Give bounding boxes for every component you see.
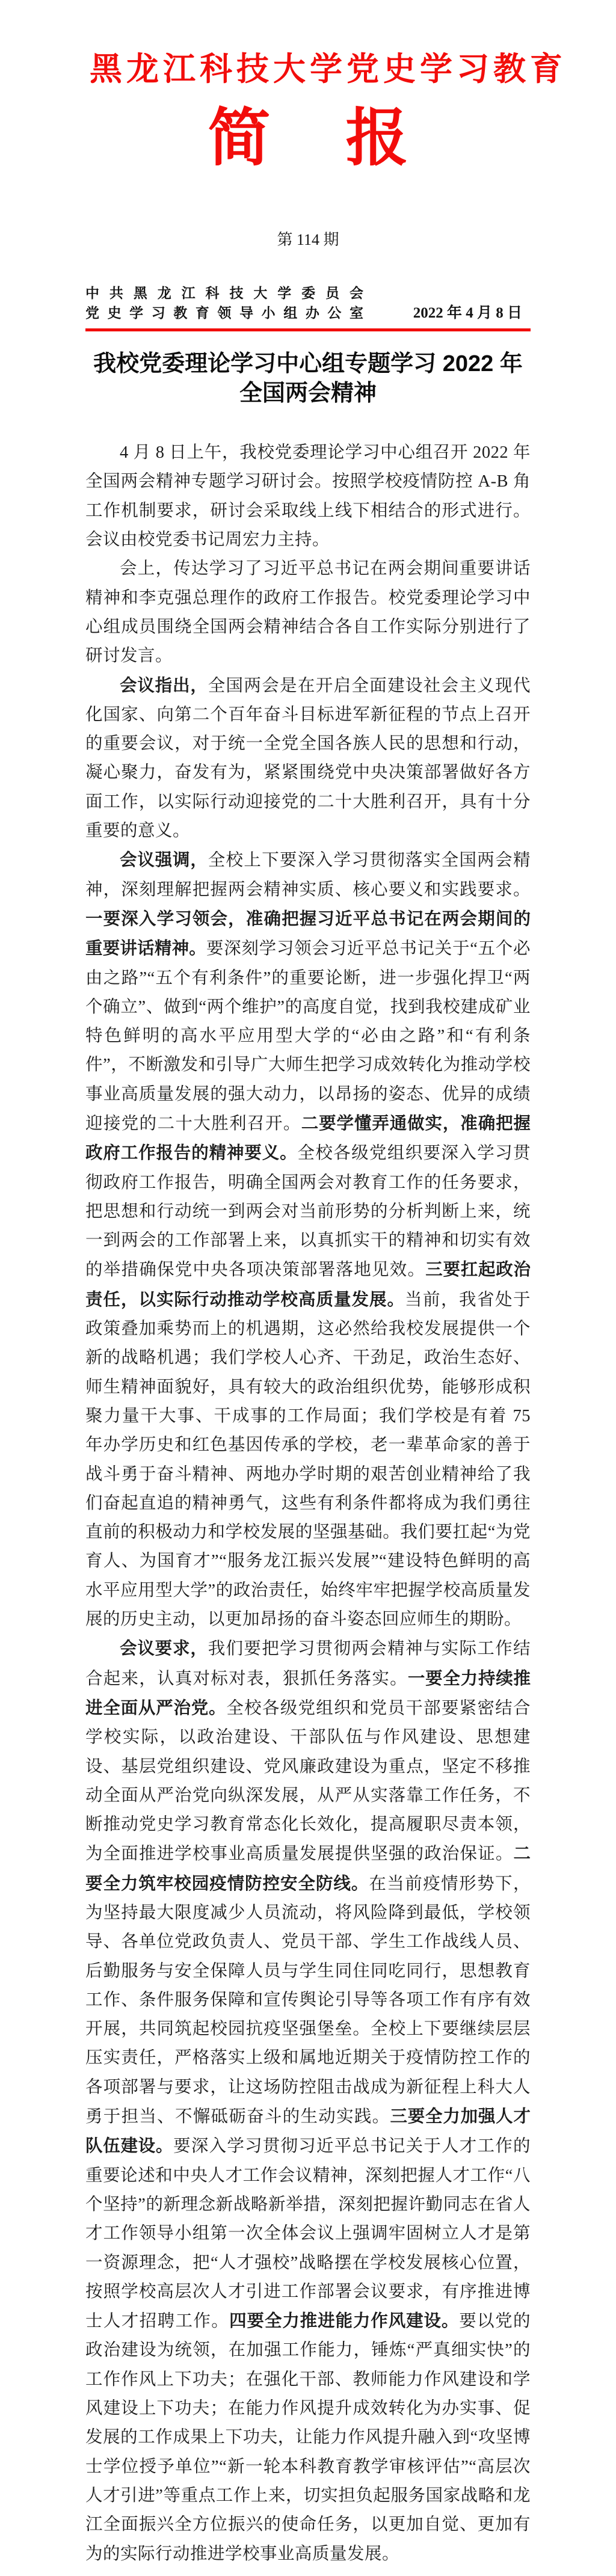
paragraph-text-run: 当前，我省处于政策叠加乘势而上的机遇期，这必然给我校发展提供一个新的战略机遇；我们学校人心齐、干劲足，政治生态好、师生精神面貌好，具有较大的政治组织优势，能够形成积聚力量干大事、干成事的工作局面；我们学校是有着 75 年办学历史和红色基因传承的学校，老一辈革命家的善于战斗勇于奋斗精神、两地办学时期的艰苦创业精神给了我们奋起直追的精神勇气，这些有利条件都将成为我们勇往直前的积极动力和学校发展的坚强基础。我们要扛起“为党育人、为国育才”“服务龙江振兴发展”“建设特色鲜明的高水平应用型大学”的政治责任，始终牢牢把握学校高质量发展的历史主动，以更加昂扬的奋斗姿态回应师生的期盼。 [85,1290,531,1629]
issuer-row [85,283,531,323]
paragraph-text-run: 全国两会是在开启全面建设社会主义现代化国家、向第二个百年奋斗目标进军新征程的节点上召开的重要会议，对于统一全党全国各族人民的思想和行动，凝心聚力，奋发有为，紧紧围绕党中央决策部署做好各方面工作，以实际行动迎接党的二十大胜利召开，具有十分重要的意义。 [85,676,531,841]
article-paragraph [85,671,531,846]
paragraph-bold-run: 四要全力推进能力作风建设。 [229,2311,460,2331]
paragraph-text-run: 在当前疫情形势下，为坚持最大限度减少人员流动，将风险降到最低，学校领导、各单位党政负责人、党员干部、学生工作战线人员、后勤服务与安全保障人员与学生同住同吃同行，思想教育工作、条件服务保障和宣传舆论引导等各项工作有序有效开展，共同筑起校园抗疫坚强堡垒。全校上下要继续层层压实责任，严格落实上级和属地近期关于疫情防控工作的各项部署与要求，让这场防控阻击战成为新征程上科大人勇于担当、不懈砥砺奋斗的生动实践。 [85,1874,531,2127]
article-paragraph [85,438,531,555]
paragraph-bold-run: 三要扛起政治责任，以实际行动推动学校高质量发展。 [85,1260,531,1309]
article-title-line-1: 我校党委理论学习中心组专题学习 2022 年 [93,351,523,377]
paragraph-bold-run: 二要学懂弄通做实，准确把握政府工作报告的精神要义。 [85,1113,531,1163]
paragraph-text-run: 我们要把学习贯彻两会精神与实际工作结合起来，认真对标对表，狠抓任务落实。 [85,1640,531,1688]
issuer-line-2: 党史学习教育领导小组办公室 [85,305,363,321]
paragraph-text-run: 全校各级党组织要深入学习贯彻政府工作报告，明确全国两会对教育工作的任务要求，把思想和行动统一到两会对当前形势的分析判断上来，统一到两会的工作部署上来，以真抓实干的精神和切实有效的举措确保党中央各项决策部署落地见效。 [85,1144,531,1280]
paragraph-bold-run: 二要全力筑牢校园疫情防控安全防线。 [85,1844,531,1893]
issuer-line-1: 中共黑龙江科技大学委员会 [85,285,363,301]
issue-number: 第 114 期 [277,230,339,248]
paragraph-text-run: 要以党的政治建设为统领，在加强工作能力，锤炼“严真细实快”的工作作风上下功夫；在强化干部、教师能力作风建设和学风建设上下功夫；在能力作风提升成效转化为办实事、促发展的工作成果上下功夫，让能力作风提升融入到“攻坚博士学位授予单位”“新一轮本科教育教学审核评估”“高层次人才引进”等重点工作上来，切实担负起服务国家战略和龙江全面振兴全方位振兴的使命任务，以更加自觉、更加有为的实际行动推进学校事业高质量发展。 [85,2312,531,2563]
issuer-block [85,283,363,323]
article-title [85,349,531,408]
paragraph-bold-run: 三要全力加强人才队伍建设。 [85,2107,531,2156]
issue-date: 2022 年 4 月 8 日 [413,305,522,322]
masthead-org-title: 黑龙江科技大学党史学习教育 [90,51,567,87]
paragraph-text-run: 全校各级党组织和党员干部要紧密结合学校实际，以政治建设、干部队伍与作风建设、思想建设、基层党组织建设、党风廉政建设为重点，坚定不移推动全面从严治党向纵深发展，从严从实落靠工作任务，不断推动党史学习教育常态化长效化，提高履职尽责本领，为全面推进学校事业高质量发展提供坚强的政治保证。 [85,1698,531,1864]
paragraph-text-run: 要深刻学习领会习近平总书记关于“五个必由之路”“五个有利条件”的重要论断，进一步强化捍卫“两个确立”、做到“两个维护”的高度自觉，找到我校建成矿业特色鲜明的高水平应用型大学的“必由之路”和“有利条件”，不断激发和引导广大师生把学习成效转化为推动学校事业高质量发展的强大动力，以昂扬的姿态、优异的成绩迎接党的二十大胜利召开。 [85,939,531,1133]
article-title-line-2: 全国两会精神 [239,381,377,407]
paragraph-bold-run: 会议要求， [120,1639,208,1659]
paragraph-bold-run: 一要深入学习领会，准确把握习近平总书记在两会期间的重要讲话精神。 [85,909,531,959]
paragraph-bold-run: 会议强调， [120,850,208,870]
article-body [85,438,531,2569]
paragraph-text-run: 要深入学习贯彻习近平总书记关于人才工作的重要论述和中央人才工作会议精神，深刻把握人才工作“八个坚持”的新理念新战略新举措，深刻把握许勤同志在省人才工作领导小组第一次全体会议上强调牢固树立人才是第一资源理念，把“人才强校”战略摆在学校发展核心位置，按照学校高层次人才引进工作部署会议要求，有序推进博士人才招聘工作。 [85,2137,531,2331]
paragraph-text-run: 全校上下要深入学习贯彻落实全国两会精神，深刻理解把握两会精神实质、核心要义和实践要求。 [85,851,531,899]
masthead-brief-title: 简 报 [208,103,408,174]
article-paragraph [85,1634,531,2569]
paragraph-text-run: 4 月 8 日上午，我校党委理论学习中心组召开 2022 年全国两会精神专题学习研讨会。按照学校疫情防控 A-B 角工作机制要求，研讨会采取线上线下相结合的形式进行。会议由校党委书记周宏力主持。 [85,443,531,550]
masthead-divider-rule [85,328,531,331]
article-paragraph [85,846,531,1634]
paragraph-text-run: 会上，传达学习了习近平总书记在两会期间重要讲话精神和李克强总理作的政府工作报告。校党委理论学习中心组成员围绕全国两会精神结合各自工作实际分别进行了研讨发言。 [85,559,531,666]
paragraph-bold-run: 一要全力持续推进全面从严治党。 [85,1668,531,1718]
article-paragraph [85,555,531,671]
paragraph-bold-run: 会议指出， [120,675,208,695]
